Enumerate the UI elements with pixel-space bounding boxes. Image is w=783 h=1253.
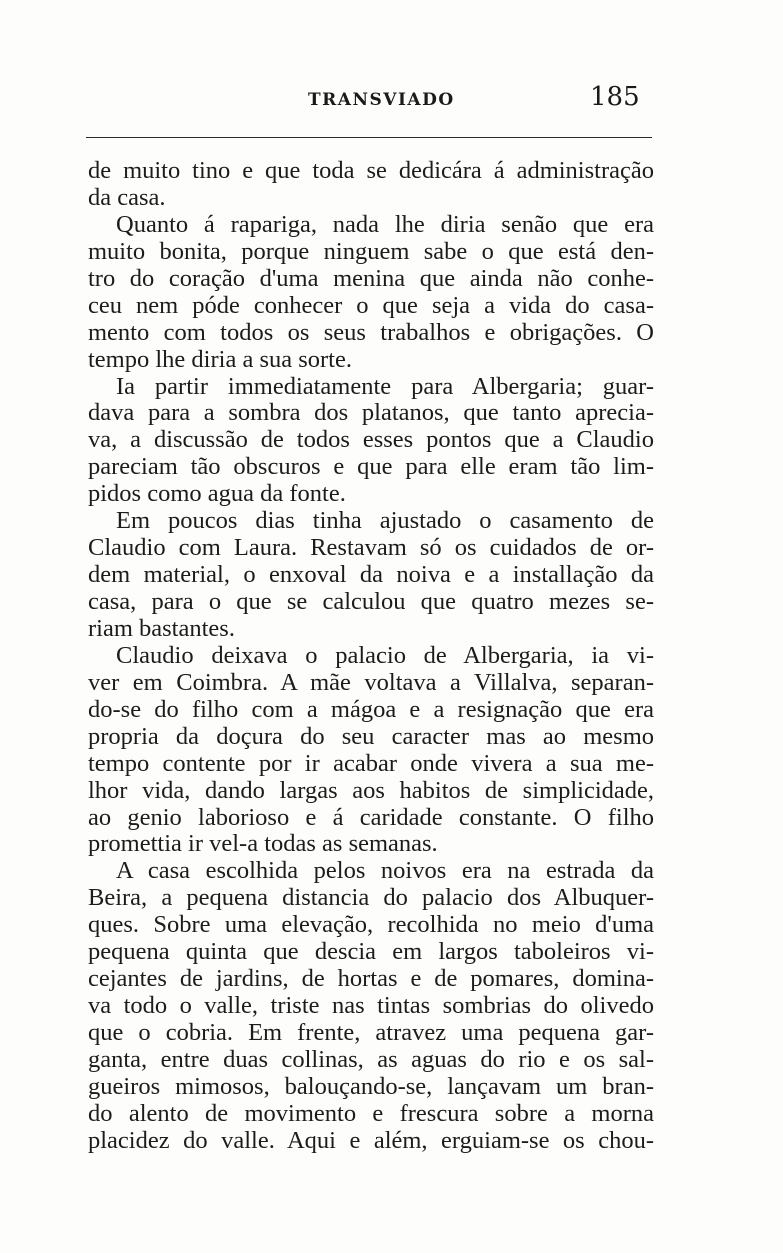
text-line: Ia partir immediatamente para Albergaria; guar- (116, 372, 654, 400)
text-line: tempo contente por ir acabar onde vivera a sua me- (88, 749, 654, 777)
text-line: ao genio laborioso e á caridade constante. O filho (88, 803, 654, 831)
text-line: ceu nem póde conhecer o que seja a vida do casa- (88, 291, 654, 319)
text-line: va, a discussão de todos esses pontos que a Claudio (88, 426, 654, 454)
text-line: riam bastantes. (88, 614, 235, 642)
text-line: muito bonita, porque ninguem sabe o que está den- (88, 237, 654, 265)
text-line: de muito tino e que toda se dedicára á administração (88, 157, 654, 184)
page-number: 185 (590, 82, 640, 112)
text-line: Claudio com Laura. Restavam só os cuidados de or- (88, 534, 654, 562)
text-line: da casa. (88, 183, 166, 211)
page-header (84, 82, 654, 116)
header-rule (86, 137, 652, 138)
text-line: Em poucos dias tinha ajustado o casamento de (116, 507, 654, 535)
text-line: promettia ir vel-a todas as semanas. (88, 830, 438, 858)
text-line: dava para a sombra dos platanos, que tanto apreciа- (88, 399, 654, 427)
text-line: Quanto á rapariga, nada lhe diria senão que era (116, 210, 654, 238)
text-line: pareciam tão obscuros e que para elle eram tão lim- (88, 453, 654, 481)
text-line: lhor vida, dando largas aos habitos de simplicidade, (88, 776, 654, 804)
text-line: cejantes de jardins, de hortas e de pomares, domina- (88, 965, 654, 993)
text-line: do alento de movimento e frescura sobre a morna (88, 1099, 654, 1127)
text-line: A casa escolhida pelos noivos era na estrada da (116, 857, 654, 885)
text-line: tro do coração d'uma menina que ainda não conhe- (88, 264, 654, 292)
running-title: TRANSVIADO (308, 90, 455, 110)
text-line: casa, para o que se calculou que quatro mezes se- (88, 588, 654, 615)
text-line: propria da doçura do seu caracter mas ao mesmo (88, 722, 654, 750)
text-line: Claudio deixava o palacio de Albergaria, ia vi- (116, 641, 654, 669)
text-line: ver em Coimbra. A mãe voltava a Villalva, separan- (88, 668, 654, 696)
text-line: placidez do valle. Aqui e além, erguiam-se os chou- (88, 1126, 654, 1154)
text-line: ques. Sobre uma elevação, recolhida no meio d'uma (88, 911, 654, 939)
text-line: do-se do filho com a mágoa e a resignação que era (88, 695, 654, 723)
text-line: ganta, entre duas collinas, as aguas do rio e os sal- (88, 1045, 654, 1073)
text-line: pequena quinta que descia em largos taboleiros vi- (88, 938, 654, 966)
text-line: va todo o valle, triste nas tintas sombrias do olivedo (88, 992, 654, 1020)
text-line: pidos como agua da fonte. (88, 480, 346, 508)
text-line: gueiros mimosos, balouçando-se, lançavam um bran- (88, 1072, 654, 1100)
body-text (88, 158, 654, 1155)
text-line: que o cobria. Em frente, atravez uma pequena gar- (88, 1019, 654, 1046)
text-line: tempo lhe diria a sua sorte. (88, 345, 352, 373)
text-line: dem material, o enxoval da noiva e a installação da (88, 561, 654, 589)
text-line: mento com todos os seus trabalhos e obrigações. O (88, 318, 654, 346)
text-line: Beira, a pequena distancia do palacio dos Albuquer- (88, 884, 654, 912)
